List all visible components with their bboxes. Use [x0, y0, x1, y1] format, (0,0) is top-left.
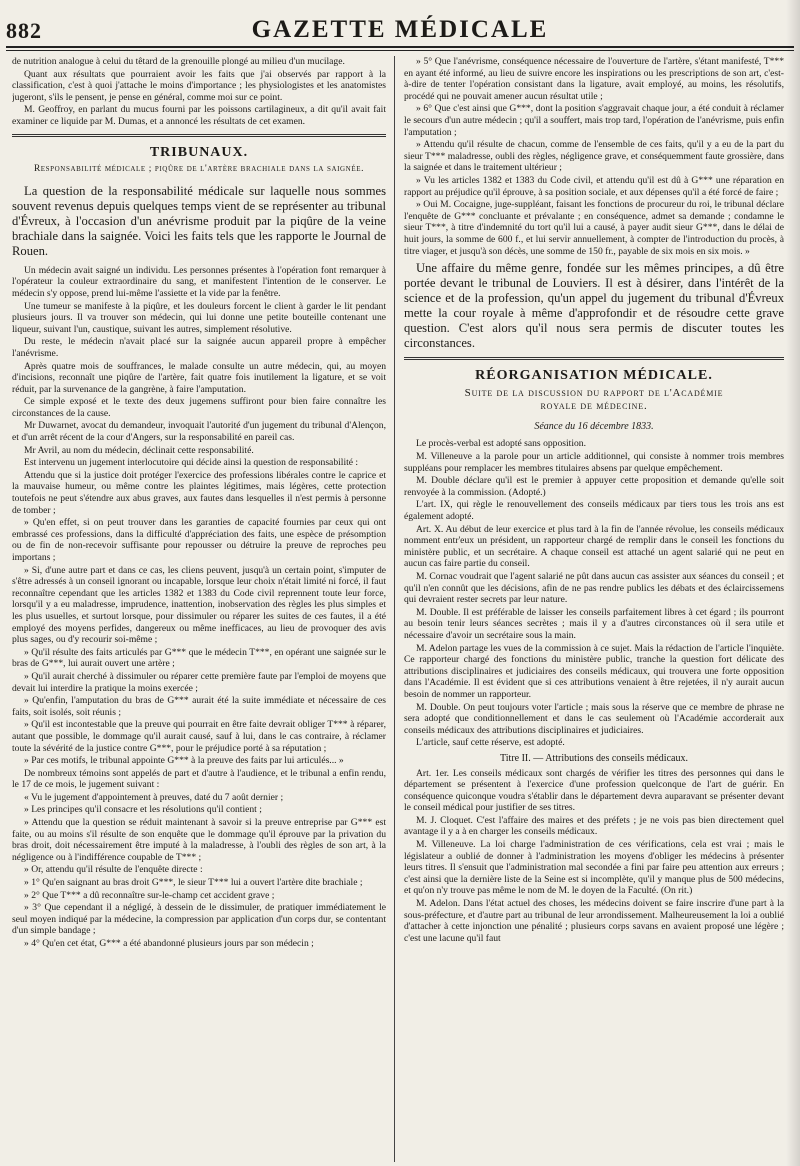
tribunaux-paragraph: » Qu'enfin, l'amputation du bras de G*** aurait été la suite immédiate et nécessaire de ces faits, soit isolés, soit réunis ; [12, 695, 386, 718]
left-continuation-3: M. Geoffroy, en parlant du mucus fourni par les poissons cartilagineux, a dit qu'il avait fait examiner ce liquide par M. Dumas, et a annoncé les résultats de cet examen. [12, 104, 386, 127]
session-paragraph: M. Double déclare qu'il est le premier à appuyer cette proposition et demande qu'elle soit renvoyée à la commission. (Adopté.) [404, 475, 784, 498]
closing-paragraph: Une affaire du même genre, fondée sur les mêmes principes, a dû être portée devant le tribunal de Louviers. Il est à désirer, dans l'intérêt de la science et de la profession, qu'un appel du jugement du tribunal d'Évreux mette la cour royale à même d'approfondir et de résoudre cette grave question. C'est alors qu'il nous sera permis de discuter toutes les circonstances. [404, 261, 784, 351]
session-paragraph: M. Double. On peut toujours voter l'article ; mais sous la réserve que ce membre de phrase ne sera adopté que conditionnellement et dans le cas seulement où l'Académie accorderait aux conseils médicaux des attributions disciplinaires et judiciaires. [404, 701, 784, 736]
section-rule-thin [12, 136, 386, 137]
session-paragraph: M. Double. Il est préférable de laisser les conseils parfaitement libres à cet égard ; ils pourront au besoin tenir leurs séances secrètes ; mais il y a d'autres circonstances où il sera utile et nécessaire d'avoir un secrétaire sous la main. [404, 606, 784, 641]
reorganisation-subtitle-2: royale de médecine. [540, 400, 648, 413]
tribunaux-paragraph: » 3° Que cependant il a négligé, à dessein de le dissimuler, de pratiquer immédiatement le seul moyen indiqué par la médecine, la compression par application d'un corps dur, se contentant d'un simple bandage ; [12, 902, 386, 937]
tribunaux-paragraph: Est intervenu un jugement interlocutoire qui décide ainsi la question de responsabilité : [24, 457, 359, 469]
reorganisation-title: RÉORGANISATION MÉDICALE. [475, 368, 713, 384]
session-paragraph: M. Villeneuve a la parole pour un article additionnel, qui consiste à nommer trois membres suppléans pour remplacer les membres titulaires absens par quelque empêchement. [404, 451, 784, 474]
judgment-paragraph: » Vu les articles 1382 et 1383 du Code civil, et attendu qu'il est dû à G*** une réparation en rapport au préjudice qu'il éprouve, à sa position sociale, et aux dépenses qu'il a été forcé de faire ; [404, 174, 784, 198]
tribunaux-paragraph: » Or, attendu qu'il résulte de l'enquête directe : [24, 864, 203, 876]
tribunaux-paragraph: » Qu'il est incontestable que la preuve qui pourrait en être faite devrait obliger T*** à réparer, autant que possible, le dommage qu'il aurait causé, sauf à lui, dans le cas contraire, à réclamer toute la sévérité de la justice contre G***, pour le préjudice porté à sa réputation ; [12, 719, 386, 754]
tribunaux-paragraph: Mr Avril, au nom du médecin, déclinait cette responsabilité. [24, 444, 254, 456]
session-paragraph: M. Cornac voudrait que l'agent salarié ne pût dans aucun cas assister aux séances du conseil ; et qu'il n'en connût que les décisions, afin de ne pas rendre publics les débats et des éclaircissemens qui devraient rester secrets par leur nature. [404, 571, 784, 606]
right-column [404, 56, 784, 1162]
titre-paragraph: M. Adelon. Dans l'état actuel des choses, les médecins doivent se faire inscrire d'une part à la sous-préfecture, et d'autre part au tribunal de leur arrondissement. Malheureusement la loi a oublié d'attacher à cette injonction une pénalité ; plusieurs corps savans en avaient proposé une légère ; c'est une lacune qu'il faut [404, 898, 784, 944]
tribunaux-paragraph: « Vu le jugement d'appointement à preuves, daté du 7 août dernier ; [24, 791, 284, 803]
judgment-paragraph: » 5° Que l'anévrisme, conséquence nécessaire de l'ouverture de l'artère, s'étant manifesté, T*** en ayant été informé, au lieu de suivre encore les inspirations ou les prescriptions de son art, c'est-à-dire de tenter l'opération consistant dans la ligature, avait employé, au moins, les résolutifs, procédé qui ne pouvait amener aucun résultat utile ; [404, 56, 784, 102]
titre-paragraph: M. J. Cloquet. C'est l'affaire des maires et des préfets ; je ne vois pas bien directement quel avantage il y a à en charger les conseils médicaux. [404, 814, 784, 838]
tribunaux-body [12, 265, 386, 950]
tribunaux-paragraph: » Qu'il aurait cherché à dissimuler ou réparer cette première faute par l'emploi de moyens que devait lui interdire la pratique la moins exercée ; [12, 670, 386, 694]
tribunaux-paragraph: » Si, d'une autre part et dans ce cas, les cliens peuvent, jusqu'à un certain point, s'imputer de s'être adressés à un conseil ignorant ou incapable, lorsque leur choix n'était limité ni forcé, il faut reconnaître cependant que les articles 1382 et 1383 du Code civil reprennent toute leur force, lorsqu'il y a eu maladresse, imprudence, inattention, inobservation des règles les plus simples et les plus usuelles, et surtout lorsque, pour dissimuler ou réparer les suites de ces fautes, il a été employé des moyens perfides, dangereux ou même inefficaces, au lieu de provoquer des avis plus sages, ou d'y recourir soi-même ; [12, 564, 386, 646]
tribunaux-paragraph: Ce simple exposé et le texte des deux jugemens suffiront pour bien faire connaître les circonstances de la cause. [12, 396, 386, 419]
tribunaux-paragraph: » 2° Que T*** a dû reconnaître sur-le-champ cet accident grave ; [24, 889, 275, 901]
masthead-title: GAZETTE MÉDICALE [251, 16, 549, 43]
tribunaux-paragraph: » Les principes qu'il consacre et les résolutions qu'il contient ; [24, 804, 262, 816]
tribunaux-intro: La question de la responsabilité médicale sur laquelle nous sommes souvent revenus depuis quelques temps vient de se représenter au tribunal d'Évreux, à l'occasion d'un anévrisme produit par la piqûre de la veine brachiale dans la saignée. Voici les faits tels que les rapporte le Journal de Rouen. [12, 183, 386, 258]
tribunaux-paragraph: Du reste, le médecin n'avait placé sur la saignée aucun appareil propre à empêcher l'anévrisme. [12, 336, 386, 359]
tribunaux-paragraph: Attendu que si la justice doit protéger l'exercice des professions libérales contre le caprice et la mauvaise humeur, ou même contre les plaintes légitimes, mais légères, cette protection toutefois ne peut s'étendre aux abus graves, aux fautes dans lesquelles il n'est permis à personne de tomber ; [12, 469, 386, 516]
page-header [0, 12, 800, 46]
left-continuation-2: Quant aux résultats que pourraient avoir les faits que j'ai observés par rapport à la classification, c'est à quoi j'attache le moins d'importance ; les physiologistes et les anatomistes jugeront, s'ils le pensent, je pense en général, comme moi sur ce point. [12, 68, 386, 103]
page-number: 882 [6, 18, 42, 43]
tribunaux-paragraph: » Par ces motifs, le tribunal appointe G*** à la preuve des faits par lui articulés... » [24, 755, 344, 767]
tribunaux-subtitle: Responsabilité médicale ; piqûre de l'artère brachiale dans la saignée. [33, 164, 365, 175]
page-edge-shadow [786, 0, 800, 1166]
column-divider [394, 56, 395, 1162]
tribunaux-paragraph: Une tumeur se manifeste à la piqûre, et les douleurs forcent le client à garder le lit pendant plusieurs jours. Il va trouver son médecin, qui lui donne une petite bouteille contenant une liqueur, suivant l'un, caustique, suivant les autres, simplement résolutive. [12, 300, 386, 335]
left-column [12, 56, 386, 1162]
section-rule-right [404, 357, 784, 358]
session-date: Séance du 16 décembre 1833. [534, 420, 654, 432]
tribunaux-paragraph: » Attendu que la question se réduit maintenant à savoir si la preuve entreprise par G*** est faite, ou au moins s'il résulte de son enquête que le dommage qu'il éprouve par la privation du bras droit, doit nécessairement être imputé à la maladresse, à l'oubli des règles de son art, à la négligence ou à l'indifférence coupable de T*** ; [12, 817, 386, 863]
titre-paragraph: M. Villeneuve. La loi charge l'administration de ces vérifications, cela est vrai ; mais le législateur a oublié de donner à l'administration les moyens d'obliger les médecins à présenter leurs titres. Il s'ensuit que l'administration mal secondée a fini par faire peu attention aux erreurs ; c'est ainsi que la dernière liste de la Seine est si incomplète, qu'il y manque plus de 500 médecins, et qu'on n'y trouve pas même le nom de M. le doyen de la Faculté. (On rit.) [404, 839, 784, 897]
session-paragraph: Le procès-verbal est adopté sans opposition. [416, 438, 586, 450]
tribunaux-paragraph: De nombreux témoins sont appelés de part et d'autre à l'audience, et le tribunal a enfin rendu, le 17 de ce mois, le jugement suivant : [12, 767, 386, 791]
tribunaux-title: TRIBUNAUX. [149, 144, 249, 160]
judgment-paragraph: » Oui M. Cocaigne, juge-suppléant, faisant les fonctions de procureur du roi, le tribunal déclare l'enquête de G*** concluante et prévalante ; en conséquence, admet sa demande ; condamne le sieur T***, à titre d'indemnité du tort qu'il lui a causé, à payer audit sieur G***, dans le délai de huit jours, la somme de 600 f., et lui servir annuellement, à compter de l'introduction du procès, à titre viager, et jusqu'à son décès, une somme de 150 fr., payable de six mois en six mois. » [404, 199, 784, 257]
judgment-paragraph: » 6° Que c'est ainsi que G***, dont la position s'aggravait chaque jour, a été conduit à réclamer le secours d'un autre médecin ; qu'il a souffert, mais trop tard, l'opération de l'anévrisme, puis enfin l'amputation ; [404, 103, 784, 138]
titre-paragraph: Art. 1er. Les conseils médicaux sont chargés de vérifier les titres des personnes qui dans le département se présentent à l'exercice d'une profession quelconque de l'art de guérir. En conséquence quiconque voudra s'établir dans le département devra auparavant se présenter devant le conseil médical pour justifier de ses titres. [404, 767, 784, 814]
tribunaux-paragraph: Un médecin avait saigné un individu. Les personnes présentes à l'opération font remarquer à l'opérateur la couleur extraordinaire du sang, et manifestent l'intention de le conserver. Le médecin s'y oppose, prend lui-même l'assiette et la vide par la fenêtre. [12, 264, 386, 299]
titre-heading: Titre II. — Attributions des conseils médicaux. [500, 752, 688, 764]
session-paragraph: L'article, sauf cette réserve, est adopté. [416, 737, 565, 749]
tribunaux-paragraph: » 4° Qu'en cet état, G*** a été abandonné plusieurs jours par son médecin ; [24, 938, 314, 949]
session-paragraph: L'art. IX, qui règle le renouvellement des conseils médicaux par tiers tous les trois ans est également adopté. [404, 499, 784, 523]
tribunaux-paragraph: » 1° Qu'en saignant au bras droit G***, le sieur T*** lui a ouvert l'artère dite brachiale ; [24, 877, 363, 889]
session-paragraph: M. Adelon partage les vues de la commission à ce sujet. Mais la rédaction de l'article l'inquiète. Ce rapporteur chargé des fonctions du ministère public, tranche la question fort délicate des attributions disciplinaires et judiciaires des conseils médicaux, qui trouvera une forte opposition dans l'Académie. Il est évident que si ces attributions venaient à être rejetées, il n'y aurait aucun besoin de nommer un rapporteur. [404, 642, 784, 700]
tribunaux-paragraph: » Qu'en effet, si on peut trouver dans les garanties de capacité fournies par ceux qui ont embrassé ces professions, dans la difficulté d'appréciation des faits, une espèce de présomption ou de fin de non-recevoir suffisante pour repousser ou détruire la preuve de reproches peu importans ; [12, 517, 386, 563]
session-body [404, 438, 784, 748]
tribunaux-paragraph: » Qu'il résulte des faits articulés par G*** que le médecin T***, en opérant une saignée sur le bras de G***, lui aurait ouvert une artère ; [12, 646, 386, 670]
section-rule-right-thin [404, 359, 784, 360]
header-rule [6, 46, 794, 51]
reorganisation-subtitle-1: Suite de la discussion du rapport de l'Académie [464, 386, 724, 399]
judgment-paragraph: » Attendu qu'il résulte de chacun, comme de l'ensemble de ces faits, qu'il y a eu de la part du sieur T*** maladresse, oubli des règles, négligence grave, et conséquemment faute grossière, dans la saignée et dans le traitement ultérieur ; [404, 139, 784, 174]
tribunaux-paragraph: Mr Duwarnet, avocat du demandeur, invoquait l'autorité d'un jugement du tribunal d'Alençon, et d'un arrêt récent de la cour d'Angers, sur la responsabilité en pareil cas. [12, 420, 386, 444]
tribunaux-paragraph: Après quatre mois de souffrances, le malade consulte un autre médecin, qui, au moyen d'incisions, reconnaît une piqûre de l'artère, fait quatre fois inutilement la ligature, et se voit réduit, par la survenance de la gangrène, à faire l'amputation. [12, 360, 386, 395]
session-paragraph: Art. X. Au début de leur exercice et plus tard à la fin de l'année révolue, les conseils médicaux nomment entr'eux un président, un rapporteur chargé de remplir dans le conseil les fonctions du ministère public, et un secrétaire. A chaque conseil est attaché un agent salarié qui ne peut en aucun cas faire partie du conseil. [404, 523, 784, 570]
section-rule [12, 134, 386, 135]
titre-body [404, 768, 784, 945]
left-continuation-1: de nutrition analogue à celui du têtard de la grenouille plongé au milieu d'un mucilage. [12, 56, 345, 67]
judgment-continuation [404, 56, 784, 257]
